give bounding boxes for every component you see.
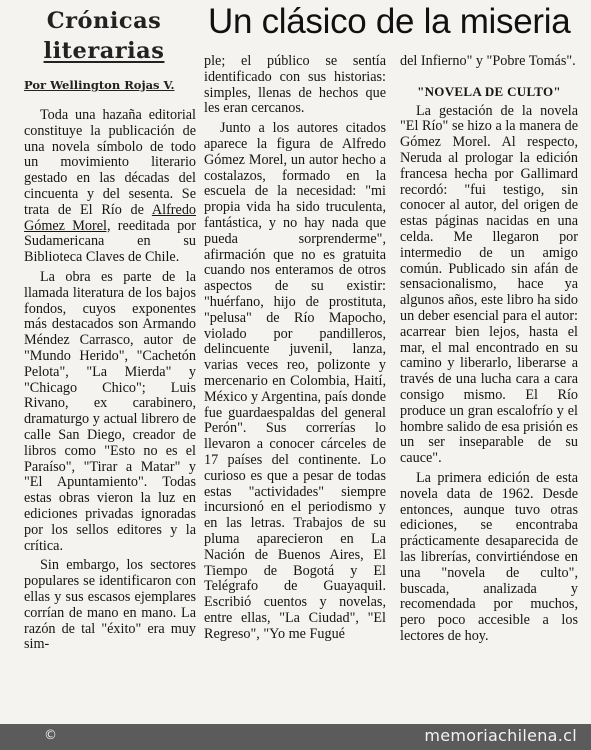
- section-title-line1: Crónicas: [46, 8, 162, 34]
- article-column-1: [24, 108, 196, 657]
- paragraph-text: Toda una hazaña editorial constituye la publicación de una novela símbolo de todo un movimiento literario gestado en las décadas del cincuenta y del sesenta. Se trata de El Río de: [24, 107, 196, 218]
- paragraph: La obra es parte de la llamada literatura de los bajos fondos, cuyos exponentes más destacados son Armando Méndez Carrasco, autor de "Mundo Herido", "Cachetón Pelota", "La Mierda" y "Chicago Chico"; Luis Rivano, ex carabinero, dramaturgo y actual librero de calle San Diego, creador de libros como "Esto no es el Paraíso", "Tirar a Matar" y "El Apuntamiento". Todas estas obras vieron la luz en ediciones privadas ignoradas por los sellos editores y la crítica.: [24, 268, 196, 554]
- section-title: [18, 6, 190, 66]
- paragraph: La gestación de la novela "El Río" se hizo a la manera de Gómez Morel. Al respecto, Neruda al prologar la edición francesa hecha por Gallimard recordó: "fui testigo, sin conocer al autor, del origen de estas páginas nacidas en una celda. Me llegaron por intermedio de un amigo común. Publicado sin afán de sensacionalismo, hace ya algunos años, este libro ha sido un deber esencial para el autor: acarrear bien lejos, hasta el mar, el mal encontrado en su camino y liberarlo, liberarse a través de una lucha cara a cara consigo mismo. El Río produce un gran escalofrío y el hombre salido de esa prisión es un ser inseparable de su cauce".: [400, 102, 578, 467]
- byline: Por Wellington Rojas V.: [24, 78, 175, 92]
- author-name: Alfredo Gómez Morel,: [24, 201, 197, 234]
- paragraph: La primera edición de esta novela data de 1962. Desde entonces, aunque tuvo otras ediciones, se encontraba prácticamente desaparecida de las librerías, convirtiéndose en una "novela de culto", buscada, analizada y recomendada por muchos, pero poco accesible a los lectores de hoy.: [400, 469, 578, 644]
- paragraph: [24, 108, 196, 266]
- section-title-line2: literarias: [43, 38, 165, 64]
- headline: Un clásico de la miseria: [208, 2, 571, 41]
- copyright-icon: ©: [44, 728, 57, 743]
- article-column-3: [400, 54, 578, 649]
- paragraph: Sin embargo, los sectores populares se identificaron con ellas y sus escasos ejemplares corrían de mano en mano. La razón de tal "éxito" era muy sim-: [24, 557, 196, 653]
- article-column-2: [204, 54, 386, 646]
- subheading: "NOVELA DE CULTO": [417, 83, 561, 99]
- paragraph-text: reeditada por Sudamericana en su Biblioteca Claves de Chile.: [24, 217, 196, 266]
- watermark-footer-bar: [0, 724, 591, 750]
- paragraph: Junto a los autores citados aparece la figura de Alfredo Gómez Morel, un autor hecho a costalazos, formado en la escuela de la necesidad: "mi propia vida ha sido truculenta, fantástica, y no hay nada que pueda sorprenderme", afirmación que no es gratuita cuando nos enteramos de otros aspectos de su existir: "huérfano, hijo de prostituta, "pelusa" de Río Mapocho, violado por pandilleros, delincuente juvenil, lanza, varias veces reo, polizonte y mercenario en Colombia, Haití, México y Argentina, país donde fue guardaespaldas del general Perón". Sus correrías lo llevaron a conocer cárceles de 17 países del continente. Lo curioso es que a pesar de todas estas "actividades" siempre incursionó en el periodismo y en las letras. Trabajos de su pluma aparecieron en La Nación de Buenos Aires, El Tiempo de Bogotá y El Telégrafo de Guayaquil. Escribió cuentos y novelas, entre ellas, "La Ciudad", "El Regreso", "Yo me Fugué: [204, 120, 386, 642]
- paragraph: del Infierno" y "Pobre Tomás".: [400, 53, 576, 69]
- paragraph: ple; el público se sentía identificado con sus historias: simples, llenas de hechos que les eran cercanos.: [204, 53, 386, 117]
- site-watermark: memoriachilena.cl: [424, 726, 577, 745]
